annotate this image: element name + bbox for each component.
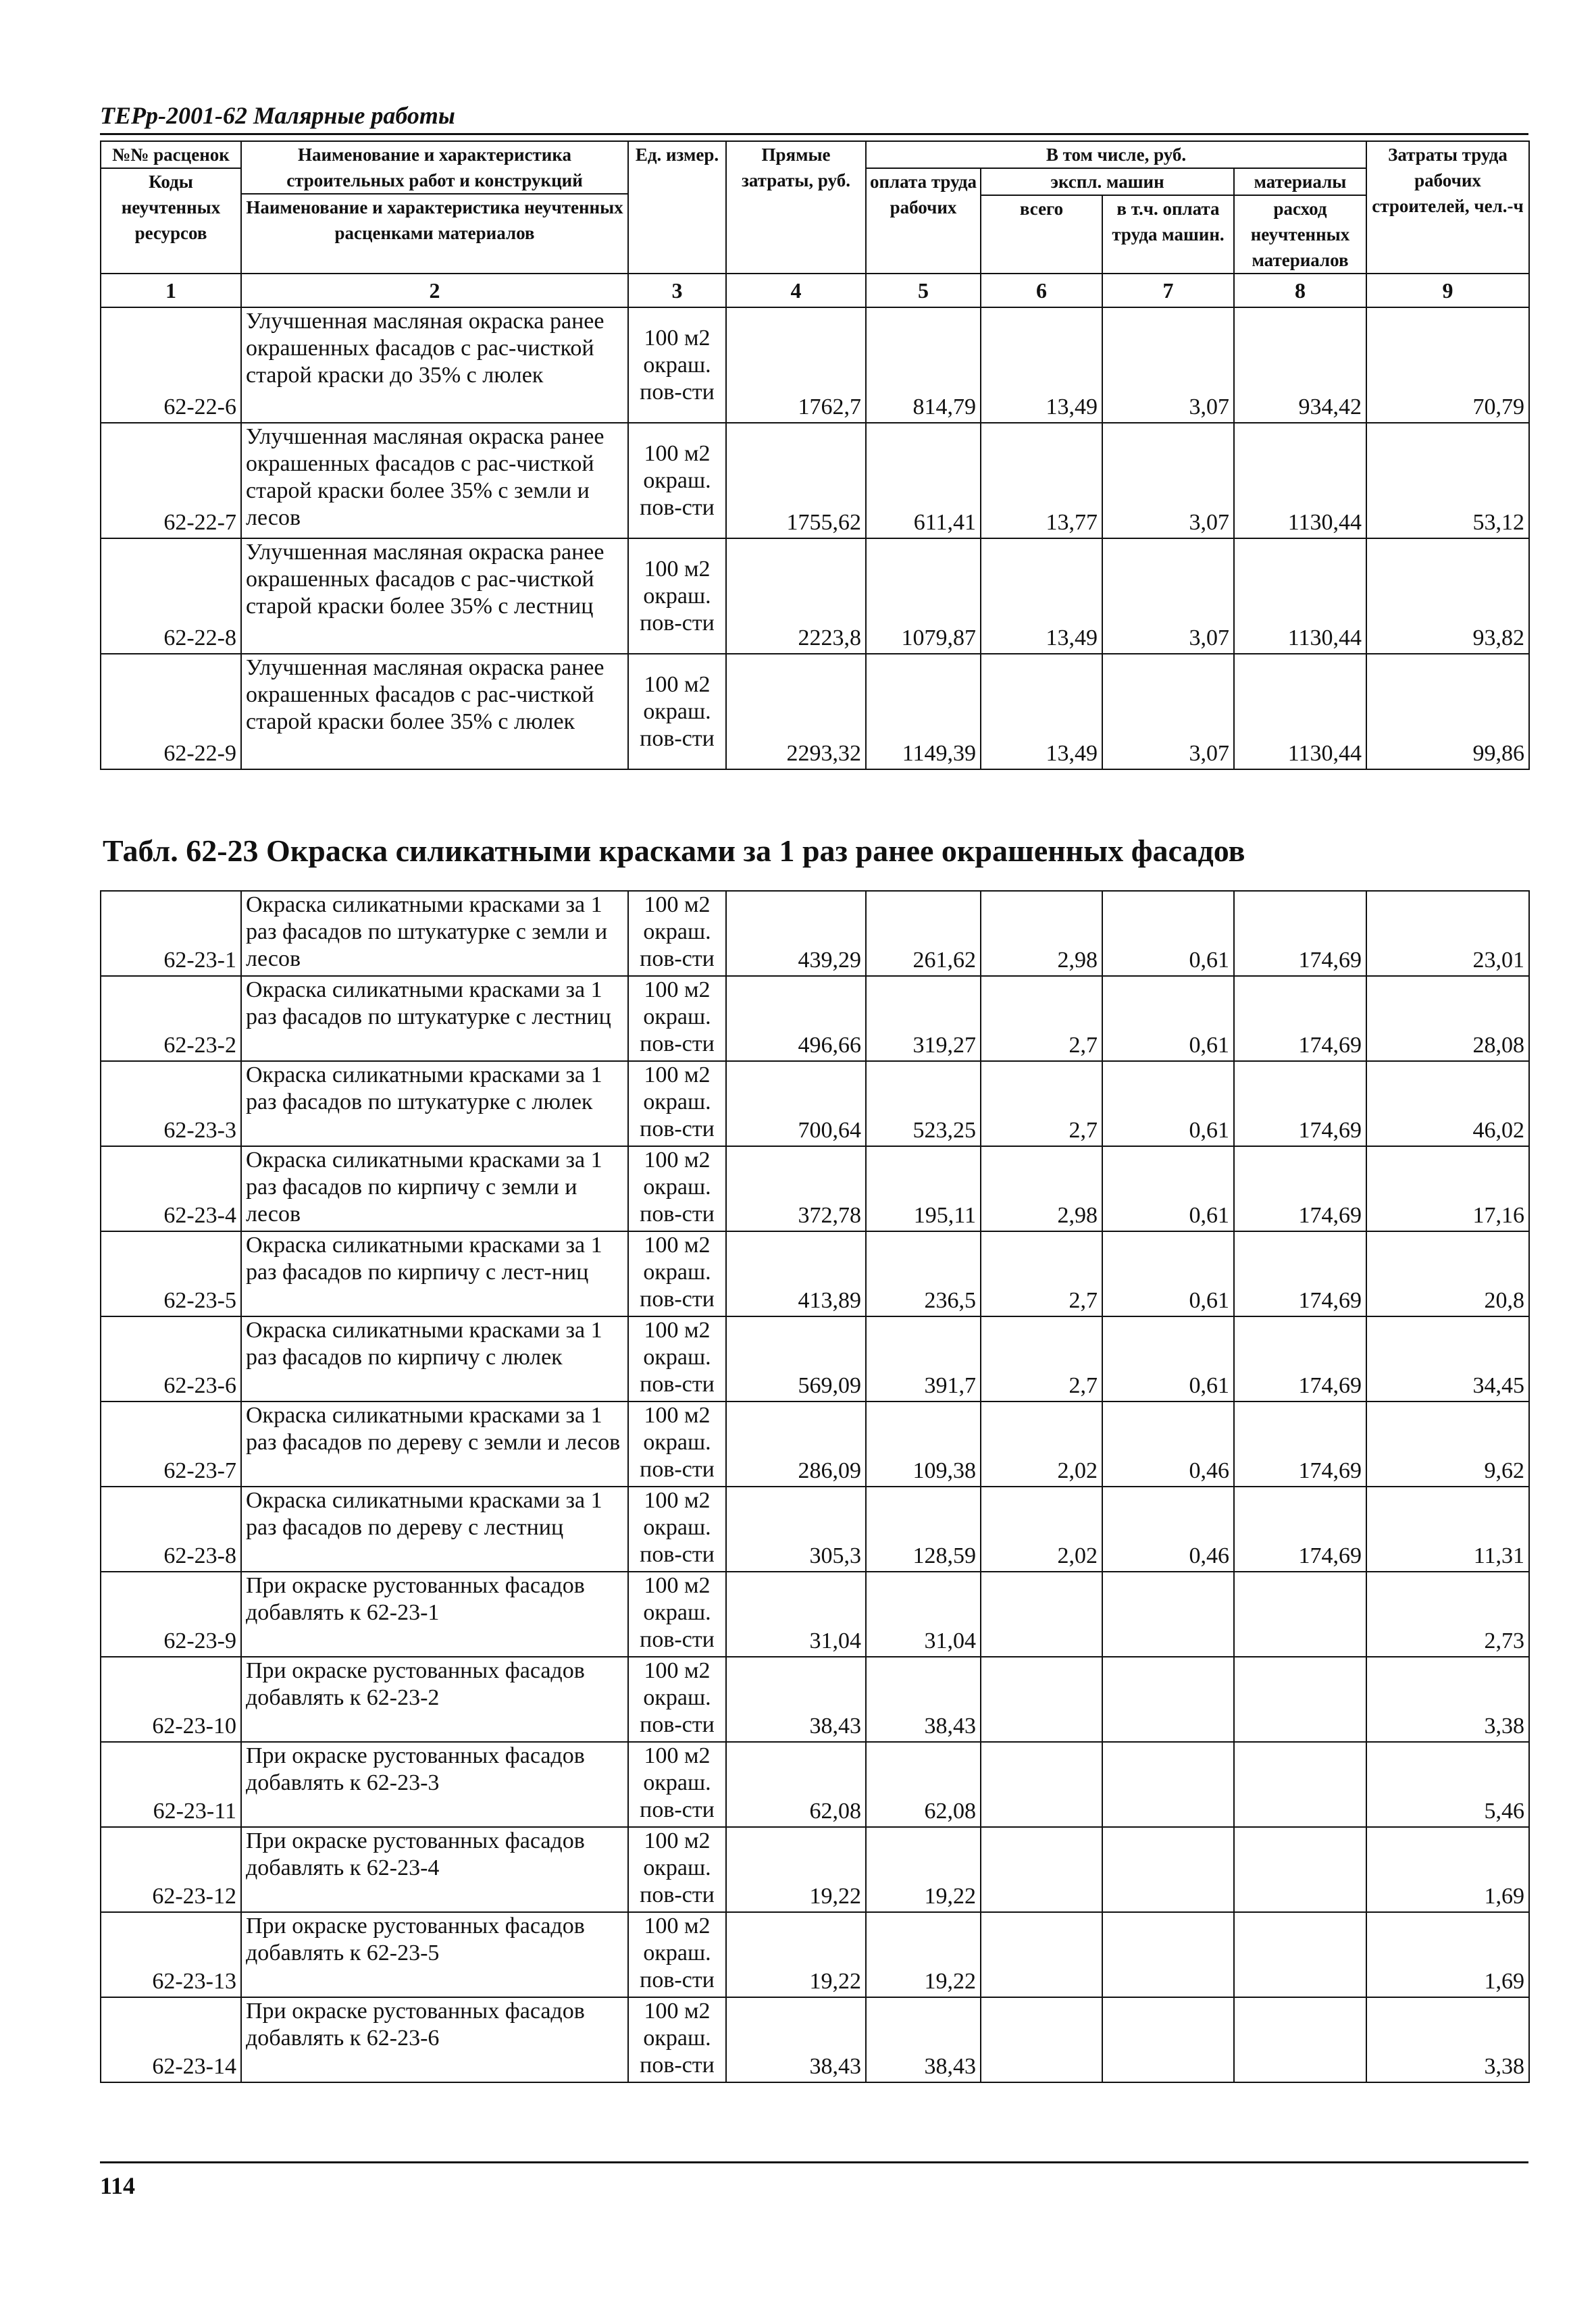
direct-cost: 372,78 bbox=[726, 1146, 866, 1231]
direct-cost: 62,08 bbox=[726, 1742, 866, 1827]
labor-pay: 261,62 bbox=[866, 891, 981, 976]
unit-of-measure: 100 м2 окраш. пов-сти bbox=[628, 1402, 726, 1487]
unit-of-measure: 100 м2 окраш. пов-сти bbox=[628, 1146, 726, 1231]
footer-rule bbox=[100, 2161, 1528, 2163]
work-name: Окраска силикатными красками за 1 раз фасадов по кирпичу с лест-ниц bbox=[241, 1231, 628, 1316]
table-row bbox=[101, 423, 1529, 538]
labor-pay: 109,38 bbox=[866, 1402, 981, 1487]
labor-hours: 11,31 bbox=[1366, 1487, 1529, 1572]
labor-pay: 611,41 bbox=[866, 423, 981, 538]
machines-total bbox=[981, 1572, 1102, 1657]
column-number: 5 bbox=[866, 274, 981, 307]
rate-code: 62-22-7 bbox=[101, 423, 241, 538]
machines-labor-pay: 3,07 bbox=[1102, 423, 1234, 538]
direct-cost: 700,64 bbox=[726, 1061, 866, 1146]
header-labor-pay: оплата труда рабочих bbox=[866, 168, 981, 274]
work-name: Улучшенная масляная окраска ранее окрашенных фасадов с рас-чисткой старой краски более 35% с люлек bbox=[241, 654, 628, 769]
machines-labor-pay bbox=[1102, 1997, 1234, 2082]
header-code-bottom: Коды неучтенных ресурсов bbox=[121, 172, 221, 243]
labor-pay: 128,59 bbox=[866, 1487, 981, 1572]
unit-of-measure: 100 м2 окраш. пов-сти bbox=[628, 654, 726, 769]
unit-of-measure: 100 м2 окраш. пов-сти bbox=[628, 1657, 726, 1742]
machines-labor-pay bbox=[1102, 1912, 1234, 1997]
labor-hours: 3,38 bbox=[1366, 1657, 1529, 1742]
machines-total: 13,49 bbox=[981, 307, 1102, 423]
work-name: При окраске рустованных фасадов добавлять к 62-23-3 bbox=[241, 1742, 628, 1827]
labor-pay: 814,79 bbox=[866, 307, 981, 423]
header-name-top: Наименование и характеристика строительных работ и конструкций bbox=[242, 142, 627, 195]
header-unit: Ед. измер. bbox=[628, 141, 726, 274]
direct-cost: 38,43 bbox=[726, 1997, 866, 2082]
machines-total: 2,98 bbox=[981, 1146, 1102, 1231]
header-materials-consumption: расход неучтенных материалов bbox=[1234, 195, 1366, 274]
table-row bbox=[101, 654, 1529, 769]
labor-hours: 5,46 bbox=[1366, 1742, 1529, 1827]
labor-hours: 1,69 bbox=[1366, 1912, 1529, 1997]
machines-total: 2,7 bbox=[981, 1061, 1102, 1146]
table-row bbox=[101, 976, 1529, 1061]
direct-cost: 569,09 bbox=[726, 1316, 866, 1402]
direct-cost: 2293,32 bbox=[726, 654, 866, 769]
labor-pay: 1149,39 bbox=[866, 654, 981, 769]
direct-cost: 19,22 bbox=[726, 1912, 866, 1997]
table-row bbox=[101, 1912, 1529, 1997]
machines-total bbox=[981, 1657, 1102, 1742]
machines-labor-pay: 0,61 bbox=[1102, 1316, 1234, 1402]
unit-of-measure: 100 м2 окраш. пов-сти bbox=[628, 423, 726, 538]
machines-total: 13,49 bbox=[981, 538, 1102, 654]
rate-code: 62-23-3 bbox=[101, 1061, 241, 1146]
work-name: Окраска силикатными красками за 1 раз фасадов по штукатурке с земли и лесов bbox=[241, 891, 628, 976]
rate-code: 62-23-10 bbox=[101, 1657, 241, 1742]
machines-total: 2,7 bbox=[981, 976, 1102, 1061]
labor-hours: 3,38 bbox=[1366, 1997, 1529, 2082]
labor-pay: 38,43 bbox=[866, 1997, 981, 2082]
machines-total: 13,49 bbox=[981, 654, 1102, 769]
rate-code: 62-23-2 bbox=[101, 976, 241, 1061]
direct-cost: 305,3 bbox=[726, 1487, 866, 1572]
materials-cost bbox=[1234, 1997, 1366, 2082]
table-row bbox=[101, 1487, 1529, 1572]
machines-total: 2,7 bbox=[981, 1231, 1102, 1316]
materials-cost: 1130,44 bbox=[1234, 538, 1366, 654]
labor-pay: 38,43 bbox=[866, 1657, 981, 1742]
column-number: 6 bbox=[981, 274, 1102, 307]
rate-code: 62-23-14 bbox=[101, 1997, 241, 2082]
materials-cost: 934,42 bbox=[1234, 307, 1366, 423]
unit-of-measure: 100 м2 окраш. пов-сти bbox=[628, 1997, 726, 2082]
rate-code: 62-23-1 bbox=[101, 891, 241, 976]
unit-of-measure: 100 м2 окраш. пов-сти bbox=[628, 1061, 726, 1146]
work-name: При окраске рустованных фасадов добавлять к 62-23-6 bbox=[241, 1997, 628, 2082]
work-name: При окраске рустованных фасадов добавлять к 62-23-1 bbox=[241, 1572, 628, 1657]
table-row bbox=[101, 1572, 1529, 1657]
machines-labor-pay: 0,61 bbox=[1102, 1231, 1234, 1316]
work-name: Окраска силикатными красками за 1 раз фасадов по кирпичу с земли и лесов bbox=[241, 1146, 628, 1231]
rate-code: 62-23-11 bbox=[101, 1742, 241, 1827]
direct-cost: 2223,8 bbox=[726, 538, 866, 654]
table-row bbox=[101, 307, 1529, 423]
rate-code: 62-23-9 bbox=[101, 1572, 241, 1657]
table-row bbox=[101, 1742, 1529, 1827]
header-code-top: №№ расценок bbox=[101, 142, 240, 169]
column-number: 7 bbox=[1102, 274, 1234, 307]
header-machines: экспл. машин bbox=[981, 168, 1234, 195]
machines-labor-pay: 0,61 bbox=[1102, 1061, 1234, 1146]
labor-pay: 195,11 bbox=[866, 1146, 981, 1231]
work-name: При окраске рустованных фасадов добавлять к 62-23-2 bbox=[241, 1657, 628, 1742]
work-name: При окраске рустованных фасадов добавлять к 62-23-5 bbox=[241, 1912, 628, 1997]
unit-of-measure: 100 м2 окраш. пов-сти bbox=[628, 1316, 726, 1402]
unit-of-measure: 100 м2 окраш. пов-сти bbox=[628, 307, 726, 423]
header-materials: материалы bbox=[1234, 168, 1366, 195]
unit-of-measure: 100 м2 окраш. пов-сти bbox=[628, 976, 726, 1061]
rate-code: 62-22-8 bbox=[101, 538, 241, 654]
unit-of-measure: 100 м2 окраш. пов-сти bbox=[628, 891, 726, 976]
materials-cost: 174,69 bbox=[1234, 1487, 1366, 1572]
direct-cost: 1755,62 bbox=[726, 423, 866, 538]
labor-pay: 319,27 bbox=[866, 976, 981, 1061]
materials-cost: 174,69 bbox=[1234, 1146, 1366, 1231]
machines-labor-pay bbox=[1102, 1742, 1234, 1827]
direct-cost: 31,04 bbox=[726, 1572, 866, 1657]
unit-of-measure: 100 м2 окраш. пов-сти bbox=[628, 1742, 726, 1827]
machines-labor-pay bbox=[1102, 1657, 1234, 1742]
labor-pay: 523,25 bbox=[866, 1061, 981, 1146]
materials-cost bbox=[1234, 1742, 1366, 1827]
labor-pay: 19,22 bbox=[866, 1912, 981, 1997]
labor-hours: 34,45 bbox=[1366, 1316, 1529, 1402]
machines-labor-pay: 3,07 bbox=[1102, 307, 1234, 423]
work-name: Окраска силикатными красками за 1 раз фасадов по дереву с лестниц bbox=[241, 1487, 628, 1572]
materials-cost: 174,69 bbox=[1234, 976, 1366, 1061]
materials-cost: 174,69 bbox=[1234, 1402, 1366, 1487]
machines-labor-pay: 0,61 bbox=[1102, 891, 1234, 976]
work-name: Улучшенная масляная окраска ранее окрашенных фасадов с рас-чисткой старой краски до 35% с люлек bbox=[241, 307, 628, 423]
machines-total: 13,77 bbox=[981, 423, 1102, 538]
machines-total bbox=[981, 1997, 1102, 2082]
rate-code: 62-23-5 bbox=[101, 1231, 241, 1316]
unit-of-measure: 100 м2 окраш. пов-сти bbox=[628, 538, 726, 654]
materials-cost bbox=[1234, 1912, 1366, 1997]
machines-total bbox=[981, 1912, 1102, 1997]
work-name: Окраска силикатными красками за 1 раз фасадов по штукатурке с лестниц bbox=[241, 976, 628, 1061]
materials-cost: 174,69 bbox=[1234, 1231, 1366, 1316]
table-row bbox=[101, 1061, 1529, 1146]
table-row bbox=[101, 1402, 1529, 1487]
direct-cost: 413,89 bbox=[726, 1231, 866, 1316]
direct-cost: 1762,7 bbox=[726, 307, 866, 423]
labor-hours: 99,86 bbox=[1366, 654, 1529, 769]
materials-cost: 174,69 bbox=[1234, 891, 1366, 976]
work-name: Окраска силикатными красками за 1 раз фасадов по штукатурке с люлек bbox=[241, 1061, 628, 1146]
materials-cost: 174,69 bbox=[1234, 1061, 1366, 1146]
column-number: 9 bbox=[1366, 274, 1529, 307]
unit-of-measure: 100 м2 окраш. пов-сти bbox=[628, 1572, 726, 1657]
direct-cost: 19,22 bbox=[726, 1827, 866, 1912]
labor-pay: 31,04 bbox=[866, 1572, 981, 1657]
running-head: ТЕРр-2001-62 Малярные работы bbox=[100, 102, 455, 129]
table-row bbox=[101, 538, 1529, 654]
table-row bbox=[101, 1146, 1529, 1231]
machines-labor-pay: 0,61 bbox=[1102, 976, 1234, 1061]
header-labor-cost: Затраты труда рабочих строителей, чел.-ч bbox=[1366, 141, 1529, 274]
labor-hours: 20,8 bbox=[1366, 1231, 1529, 1316]
direct-cost: 496,66 bbox=[726, 976, 866, 1061]
materials-cost bbox=[1234, 1572, 1366, 1657]
labor-pay: 62,08 bbox=[866, 1742, 981, 1827]
machines-labor-pay bbox=[1102, 1572, 1234, 1657]
rate-code: 62-23-4 bbox=[101, 1146, 241, 1231]
column-number: 4 bbox=[726, 274, 866, 307]
rates-table-62-23 bbox=[100, 890, 1530, 2083]
header-name bbox=[241, 141, 628, 274]
machines-labor-pay: 3,07 bbox=[1102, 654, 1234, 769]
column-number: 8 bbox=[1234, 274, 1366, 307]
labor-hours: 23,01 bbox=[1366, 891, 1529, 976]
direct-cost: 286,09 bbox=[726, 1402, 866, 1487]
header-group-including: В том числе, руб. bbox=[866, 141, 1366, 168]
machines-total bbox=[981, 1742, 1102, 1827]
table-row bbox=[101, 1231, 1529, 1316]
work-name: Улучшенная масляная окраска ранее окрашенных фасадов с рас-чисткой старой краски более 35% с лестниц bbox=[241, 538, 628, 654]
machines-labor-pay: 0,46 bbox=[1102, 1402, 1234, 1487]
rate-code: 62-23-7 bbox=[101, 1402, 241, 1487]
rates-table-62-22 bbox=[100, 140, 1530, 770]
materials-cost bbox=[1234, 1657, 1366, 1742]
table-row bbox=[101, 1316, 1529, 1402]
machines-total: 2,7 bbox=[981, 1316, 1102, 1402]
work-name: Улучшенная масляная окраска ранее окрашенных фасадов с рас-чисткой старой краски более 35% с земли и лесов bbox=[241, 423, 628, 538]
machines-total: 2,02 bbox=[981, 1487, 1102, 1572]
labor-pay: 19,22 bbox=[866, 1827, 981, 1912]
header-rule bbox=[100, 133, 1528, 135]
table-row bbox=[101, 891, 1529, 976]
labor-pay: 236,5 bbox=[866, 1231, 981, 1316]
header-machines-pay: в т.ч. оплата труда машин. bbox=[1102, 195, 1234, 274]
labor-hours: 17,16 bbox=[1366, 1146, 1529, 1231]
materials-cost bbox=[1234, 1827, 1366, 1912]
table-row bbox=[101, 1997, 1529, 2082]
materials-cost: 174,69 bbox=[1234, 1316, 1366, 1402]
machines-total: 2,02 bbox=[981, 1402, 1102, 1487]
section-title: Табл. 62-23 Окраска силикатными красками за 1 раз ранее окрашенных фасадов bbox=[103, 833, 1245, 868]
work-name: Окраска силикатными красками за 1 раз фасадов по дереву с земли и лесов bbox=[241, 1402, 628, 1487]
rate-code: 62-23-6 bbox=[101, 1316, 241, 1402]
column-number: 1 bbox=[101, 274, 241, 307]
column-number: 3 bbox=[628, 274, 726, 307]
materials-cost: 1130,44 bbox=[1234, 423, 1366, 538]
table-row bbox=[101, 1657, 1529, 1742]
column-number: 2 bbox=[241, 274, 628, 307]
unit-of-measure: 100 м2 окраш. пов-сти bbox=[628, 1827, 726, 1912]
header-machines-total: всего bbox=[981, 195, 1102, 274]
labor-hours: 46,02 bbox=[1366, 1061, 1529, 1146]
rate-code: 62-23-8 bbox=[101, 1487, 241, 1572]
labor-hours: 28,08 bbox=[1366, 976, 1529, 1061]
labor-hours: 2,73 bbox=[1366, 1572, 1529, 1657]
page-number: 114 bbox=[100, 2172, 136, 2199]
work-name: Окраска силикатными красками за 1 раз фасадов по кирпичу с люлек bbox=[241, 1316, 628, 1402]
labor-hours: 70,79 bbox=[1366, 307, 1529, 423]
direct-cost: 38,43 bbox=[726, 1657, 866, 1742]
machines-labor-pay: 0,46 bbox=[1102, 1487, 1234, 1572]
table-row bbox=[101, 1827, 1529, 1912]
labor-hours: 9,62 bbox=[1366, 1402, 1529, 1487]
rate-code: 62-23-12 bbox=[101, 1827, 241, 1912]
rate-code: 62-22-9 bbox=[101, 654, 241, 769]
labor-hours: 53,12 bbox=[1366, 423, 1529, 538]
labor-hours: 1,69 bbox=[1366, 1827, 1529, 1912]
unit-of-measure: 100 м2 окраш. пов-сти bbox=[628, 1487, 726, 1572]
labor-hours: 93,82 bbox=[1366, 538, 1529, 654]
machines-labor-pay: 3,07 bbox=[1102, 538, 1234, 654]
work-name: При окраске рустованных фасадов добавлять к 62-23-4 bbox=[241, 1827, 628, 1912]
labor-pay: 1079,87 bbox=[866, 538, 981, 654]
materials-cost: 1130,44 bbox=[1234, 654, 1366, 769]
rate-code: 62-23-13 bbox=[101, 1912, 241, 1997]
machines-total bbox=[981, 1827, 1102, 1912]
machines-labor-pay bbox=[1102, 1827, 1234, 1912]
direct-cost: 439,29 bbox=[726, 891, 866, 976]
labor-pay: 391,7 bbox=[866, 1316, 981, 1402]
machines-total: 2,98 bbox=[981, 891, 1102, 976]
unit-of-measure: 100 м2 окраш. пов-сти bbox=[628, 1231, 726, 1316]
machines-labor-pay: 0,61 bbox=[1102, 1146, 1234, 1231]
rate-code: 62-22-6 bbox=[101, 307, 241, 423]
header-code bbox=[101, 141, 241, 274]
header-direct-cost: Прямые затраты, руб. bbox=[726, 141, 866, 274]
unit-of-measure: 100 м2 окраш. пов-сти bbox=[628, 1912, 726, 1997]
header-name-bottom: Наименование и характеристика неучтенных расценками материалов bbox=[246, 197, 623, 243]
